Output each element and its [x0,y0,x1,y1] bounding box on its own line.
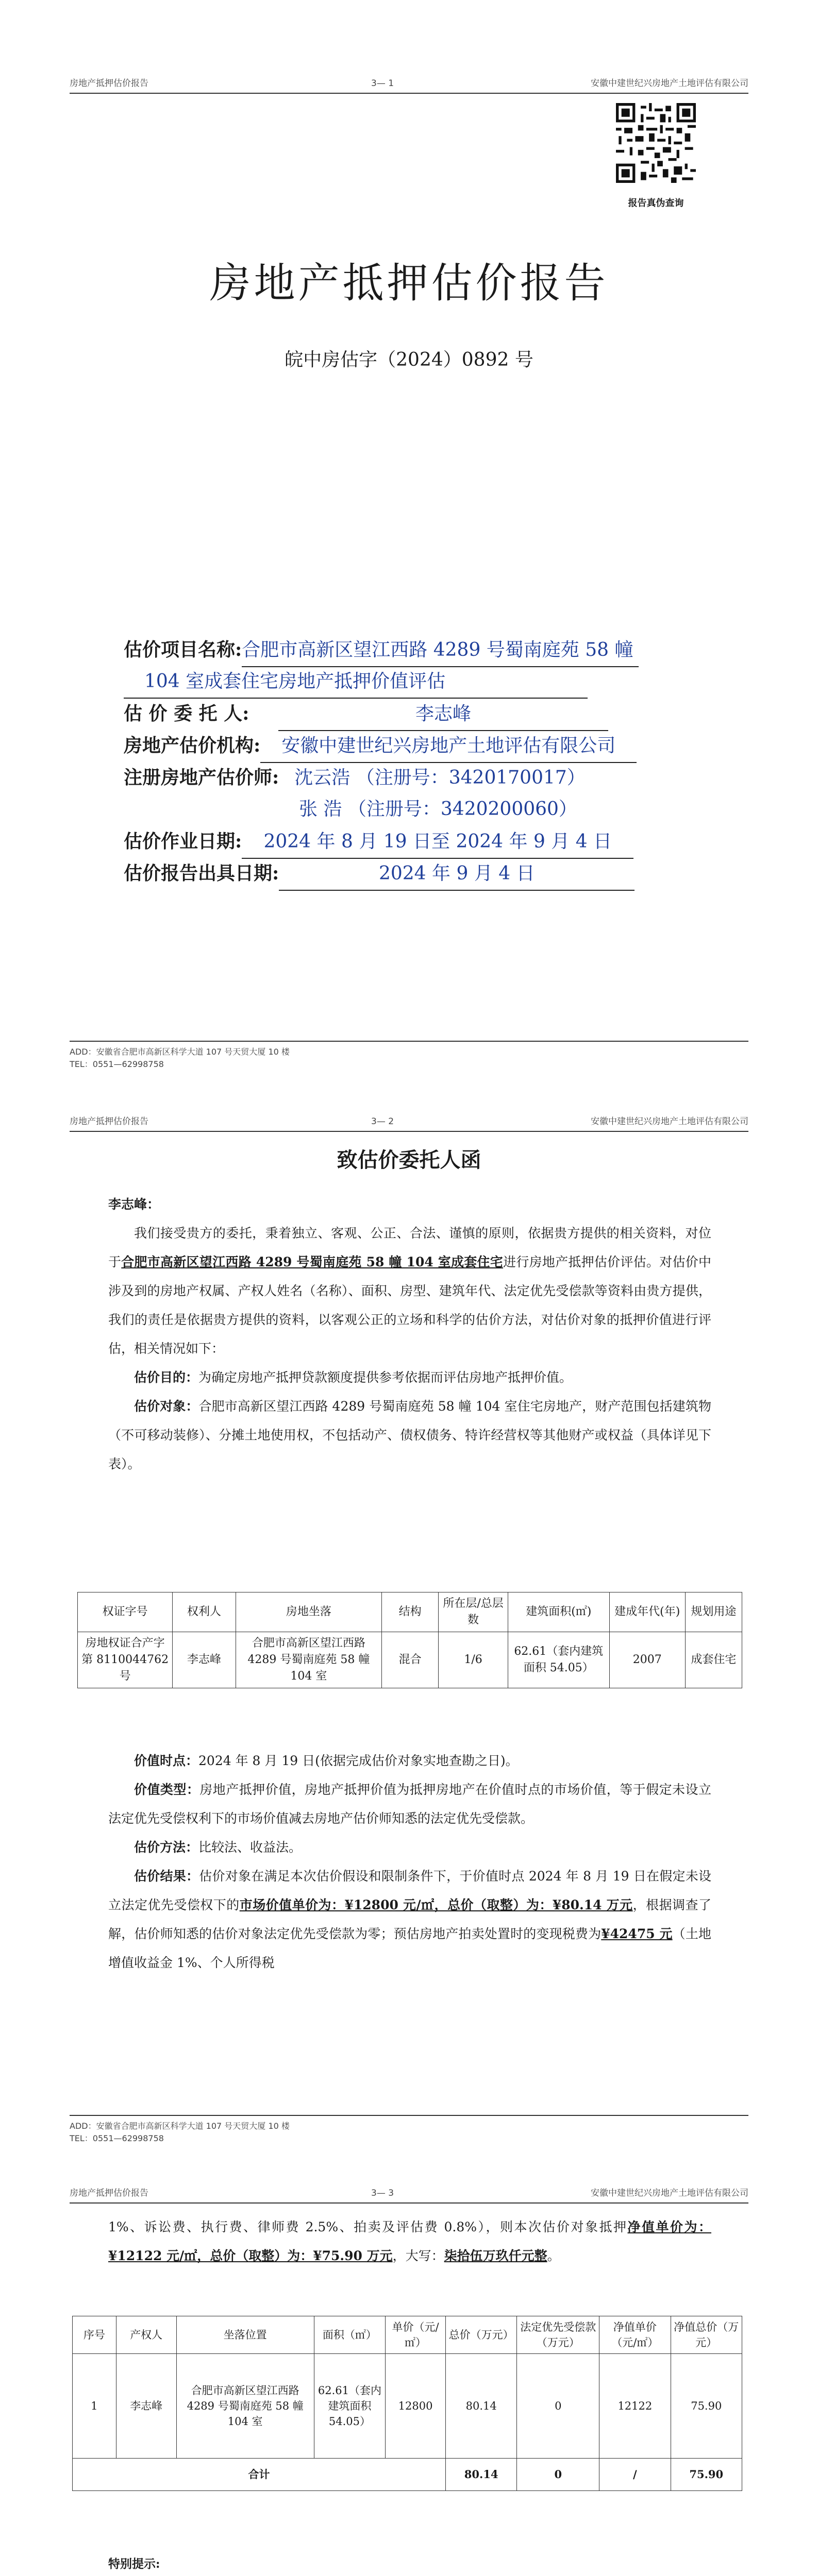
table-header: 权利人 [173,1592,236,1632]
page-footer [70,1041,748,1078]
footer-address: ADD：安徽省合肥市高新区科学大道 107 号天贸大厦 10 楼 [70,1047,290,1057]
table-cell: 合肥市高新区望江西路 4289 号蜀南庭苑 58 幢 104 室 [236,1632,381,1688]
net-value: 净值单价为：¥12122 元/㎡，总价（取整）为：¥75.90 万元 [108,2219,711,2263]
period-value: 2024 年 8 月 19 日至 2024 年 9 月 4 日 [242,826,633,859]
period-label: 估价作业日期: [124,831,242,852]
page-number: 3— 3 [371,2188,394,2198]
table-cell: / [599,2459,671,2491]
header-left: 房地产抵押估价报告 [70,2188,148,2198]
period-row [124,825,711,857]
header-left: 房地产抵押估价报告 [70,1116,148,1127]
page-header [70,2172,748,2204]
table-cell: 李志峰 [173,1632,236,1688]
table-cell: 12800 [386,2354,446,2459]
table-cell: 75.90 [671,2459,742,2491]
table-cell: 混合 [382,1632,439,1688]
issue-date-row [124,857,711,889]
value-type-paragraph: 价值类型：房地产抵押价值，房地产抵押价值为抵押房地产在价值时点的市场价值，等于假定未设立法定优先受偿权利下的市场价值减去房地产估价师知悉的法定优先受偿款。 [108,1782,711,1826]
table-cell: 12122 [599,2354,671,2459]
tax-amount: ¥42475 元 [601,1926,673,1941]
cover-page [0,0,818,1090]
header-right: 安徽中建世纪兴房地产土地评估有限公司 [591,78,748,89]
table-header: 房地坐落 [236,1592,381,1632]
table-cell: 房地权证合产字第 8110044762 号 [78,1632,173,1688]
table-cell: 75.90 [671,2354,742,2459]
project-label: 估价项目名称: [124,639,242,660]
table-header: 面积（㎡） [314,2316,385,2354]
continuation-text [108,2213,711,2270]
net-value-paragraph: 1%、诉讼费、执行费、律师费 2.5%、拍卖及评估费 0.8%），则本次估价对象抵押净值单价为：¥12122 元/㎡，总价（取整）为：¥75.90 万元，大写：柒拾伍万玖仟元整。 [108,2219,711,2263]
table-header: 建成年代(年) [609,1592,685,1632]
table-header: 权证字号 [78,1592,173,1632]
table-header: 净值单价（元/㎡） [599,2316,671,2354]
qr-caption: 报告真伪查询 [628,198,684,209]
client-value: 李志峰 [278,698,608,731]
appraiser-label: 注册房地产估价师: [124,767,279,788]
table-header: 结构 [382,1592,439,1632]
method-paragraph: 估价方法：比较法、收益法。 [134,1840,302,1855]
result-paragraph: 估价结果：估价对象在满足本次估价假设和限制条件下，于价值时点 2024 年 8 月 19 日在假定未设立法定优先受偿权下的市场价值单价为：¥12800 元/㎡，总价（取整）为：¥80.14 万元，根据调查了解，估价师知悉的估价对象法定优先受偿款为零；预估房地产拍卖处置时的变现税费为¥42475 元（土地增值收益金 1%、个人所得税 [108,1869,711,1970]
project-value-2: 104 室成套住宅房地产抵押价值评估 [124,666,588,699]
footer-tel: TEL：0551—62998758 [70,1059,164,1069]
page-number: 3— 1 [371,78,394,89]
table-cell: 0 [517,2354,599,2459]
agency-label: 房地产估价机构: [124,735,261,756]
report-title: 房地产抵押估价报告 [209,259,609,307]
table-header: 所在层/总层数 [439,1592,508,1632]
header-right: 安徽中建世纪兴房地产土地评估有限公司 [591,1116,748,1127]
table-cell: 合肥市高新区望江西路 4289 号蜀南庭苑 58 幢 104 室 [176,2354,314,2459]
table-header: 坐落位置 [176,2316,314,2354]
appraiser-row [124,761,711,793]
client-label: 估 价 委 托 人: [124,703,249,724]
appraiser-2: 张 浩 （注册号：3420200060） [299,799,577,820]
table-cell: 0 [517,2459,599,2491]
cover-info-block [124,634,711,889]
table-cell: 62.61（套内建筑面积 54.05） [314,2354,385,2459]
document-number: 皖中房估字（2024）0892 号 [285,349,533,370]
table-cell: 2007 [609,1632,685,1688]
issue-label: 估价报告出具日期: [124,862,279,884]
purpose-paragraph: 估价目的：为确定房地产抵押贷款额度提供参考依据而评估房地产抵押价值。 [134,1370,573,1385]
intro-paragraph: 我们接受贵方的委托，秉着独立、客观、公正、合法、谨慎的原则，依据贵方提供的相关资料，对位于合肥市高新区望江西路 4289 号蜀南庭苑 58 幢 104 室成套住宅进行房地产抵押估价评估。对估价中涉及到的房地产权属、产权人姓名（名称）、面积、房型、建筑年代、法定优先受偿款等资料由贵方提供，我们的责任是依据贵方提供的资料，以客观公正的立场和科学的估价方法，对估价对象的抵押价值进行评估，相关情况如下： [108,1226,711,1356]
table-cell: 80.14 [446,2354,517,2459]
property-table [77,1592,742,1688]
table-cell: 1 [73,2354,116,2459]
letter-page [0,1090,818,2161]
table-header: 单价（元/㎡） [386,2316,446,2354]
salutation: 李志峰： [108,1197,160,1212]
letter-title: 致估价委托人函 [337,1148,481,1172]
letter-body [108,1190,711,1479]
amount-in-words: 柒拾伍万玖仟元整 [444,2248,547,2263]
market-value: 市场价值单价为：¥12800 元/㎡，总价（取整）为：¥80.14 万元 [239,1897,633,1912]
table-cell: 62.61（套内建筑面积 54.05） [508,1632,609,1688]
page-header [70,62,748,94]
agency-row [124,730,711,761]
footer-tel: TEL：0551—62998758 [70,2133,164,2143]
table-header: 产权人 [116,2316,176,2354]
total-label: 合计 [73,2459,446,2491]
page-footer [70,2115,748,2152]
table-cell: 1/6 [439,1632,508,1688]
table-cell: 80.14 [446,2459,517,2491]
qr-code-icon[interactable] [616,103,696,183]
page-number: 3— 2 [371,1116,394,1127]
table-row [78,1632,742,1688]
project-row [124,634,711,666]
table-cell: 成套住宅 [685,1632,742,1688]
table-header-row [78,1592,742,1632]
project-row-2 [124,666,711,698]
table-cell: 李志峰 [116,2354,176,2459]
table-header: 法定优先受偿款（万元） [517,2316,599,2354]
total-row [73,2459,742,2491]
summary-table [72,2316,742,2491]
table-header: 总价（万元） [446,2316,517,2354]
value-date-paragraph: 价值时点：2024 年 8 月 19 日(依据完成估价对象实地查勘之日)。 [134,1753,519,1768]
table-header: 规划用途 [685,1592,742,1632]
header-left: 房地产抵押估价报告 [70,78,148,89]
letter-body-2 [108,1747,711,1977]
page-header [70,1100,748,1132]
agency-value: 安徽中建世纪兴房地产土地评估有限公司 [260,730,637,763]
footer-address: ADD：安徽省合肥市高新区科学大道 107 号天贸大厦 10 楼 [70,2121,290,2131]
header-right: 安徽中建世纪兴房地产土地评估有限公司 [591,2188,748,2198]
summary-page [0,2161,818,2576]
table-row [73,2354,742,2459]
object-paragraph: 估价对象：合肥市高新区望江西路 4289 号蜀南庭苑 58 幢 104 室住宅房地产，财产范围包括建筑物（不可移动装修）、分摊土地使用权，不包括动产、债权债务、特许经营权等其他财产或权益（具体详见下表）。 [108,1399,711,1471]
notes-block [108,2553,711,2576]
issue-value: 2024 年 9 月 4 日 [279,858,635,891]
table-header: 净值总价（万元） [671,2316,742,2354]
table-header: 建筑面积(㎡) [508,1592,609,1632]
appraiser-row-2 [124,793,711,825]
table-header: 序号 [73,2316,116,2354]
table-header-row [73,2316,742,2354]
appraiser-1: 沈云浩 （注册号：3420170017） [294,767,586,788]
project-value: 合肥市高新区望江西路 4289 号蜀南庭苑 58 幢 [242,634,639,667]
client-row [124,698,711,730]
property-address: 合肥市高新区望江西路 4289 号蜀南庭苑 58 幢 104 室成套住宅 [121,1255,504,1269]
notes-title: 特别提示: [108,2557,160,2571]
